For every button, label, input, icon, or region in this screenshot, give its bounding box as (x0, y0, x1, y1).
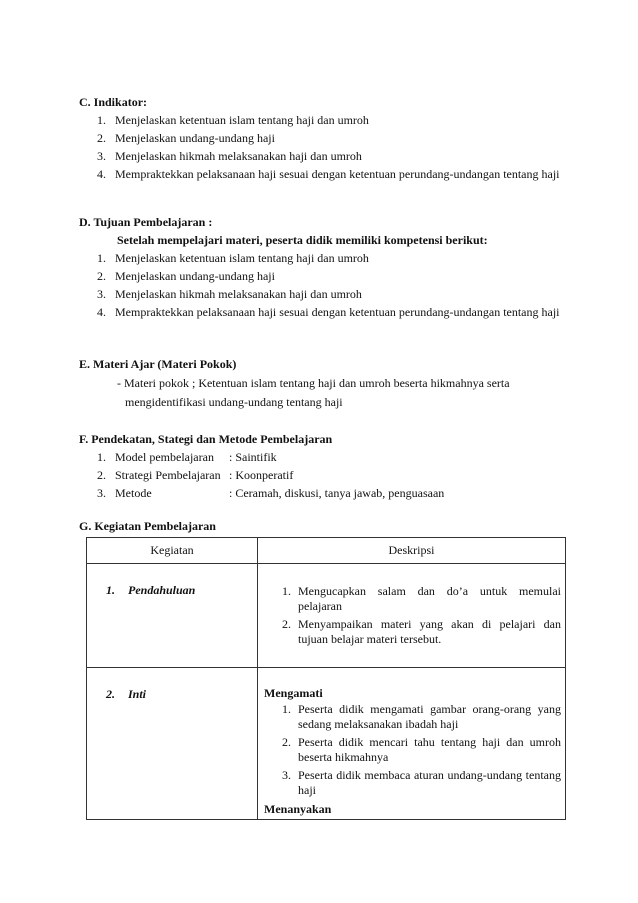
section-kegiatan (79, 518, 569, 534)
pendekatan-row: 1. Model pembelajaran : Saintifik (97, 450, 277, 464)
subheading: Mengamati (264, 686, 323, 700)
list-item: 2. Menyampaikan materi yang akan di pelajari dan tujuan belajar materi tersebut. (282, 617, 561, 646)
list-item: 4. Mempraktekkan pelaksanaan haji sesuai dengan ketentuan perundang-undangan tentang haji (97, 305, 560, 319)
list-item: 3. Menjelaskan hikmah melaksanakan haji dan umroh (97, 149, 362, 163)
table-row (87, 668, 566, 820)
tujuan-list (79, 251, 569, 320)
materi-line: - Materi pokok ; Ketentuan islam tentang haji dan umroh beserta hikmahnya serta (117, 376, 510, 390)
subheading: Menanyakan (264, 802, 332, 816)
section-heading: C. Indikator: (79, 95, 148, 109)
column-header-deskripsi: Deskripsi (258, 538, 566, 564)
section-heading: F. Pendekatan, Stategi dan Metode Pembelajaran (79, 432, 333, 446)
indikator-list (79, 113, 569, 182)
kegiatan-cell: 2. Inti (87, 668, 258, 820)
deskripsi-cell (258, 564, 566, 668)
list-item: 1. Menjelaskan ketentuan islam tentang haji dan umroh (97, 251, 369, 265)
list-item: 2. Peserta didik mencari tahu tentang haji dan umroh beserta hikmahnya (282, 735, 561, 764)
column-header-kegiatan: Kegiatan (87, 538, 258, 564)
kegiatan-cell: 1. Pendahuluan (87, 564, 258, 668)
list-item: 1. Mengucapkan salam dan do’a untuk memulai pelajaran (282, 584, 561, 613)
list-item: 4. Mempraktekkan pelaksanaan haji sesuai dengan ketentuan perundang-undangan tentang haji (97, 167, 560, 181)
kegiatan-name: Pendahuluan (128, 583, 196, 597)
section-materi (79, 356, 569, 411)
list-item: 2. Menjelaskan undang-undang haji (97, 131, 275, 145)
section-heading: E. Materi Ajar (Materi Pokok) (79, 357, 237, 371)
table-row (87, 564, 566, 668)
pendekatan-row: 2. Strategi Pembelajaran : Koonperatif (97, 468, 294, 482)
deskripsi-list (264, 702, 561, 798)
section-tujuan (79, 214, 569, 320)
list-item: 1. Peserta didik mengamati gambar orang-orang yang sedang melaksanakan ibadah haji (282, 702, 561, 731)
section-indikator (79, 94, 569, 182)
deskripsi-list (264, 584, 561, 647)
table-header-row (87, 538, 566, 564)
list-item: 2. Menjelaskan undang-undang haji (97, 269, 275, 283)
list-item: 1. Menjelaskan ketentuan islam tentang haji dan umroh (97, 113, 369, 127)
list-item: 3. Menjelaskan hikmah melaksanakan haji dan umroh (97, 287, 362, 301)
deskripsi-cell (258, 668, 566, 820)
section-heading: G. Kegiatan Pembelajaran (79, 519, 216, 533)
list-item: 3. Peserta didik membaca aturan undang-undang tentang haji (282, 768, 561, 797)
kegiatan-name: Inti (128, 687, 147, 701)
pendekatan-row: 3. Metode : Ceramah, diskusi, tanya jawab, penguasaan (97, 486, 445, 500)
tujuan-intro: Setelah mempelajari materi, peserta didik memiliki kompetensi berikut: (117, 233, 488, 247)
materi-line: mengidentifikasi undang-undang tentang haji (125, 395, 343, 409)
kegiatan-table (86, 537, 566, 820)
section-heading: D. Tujuan Pembelajaran : (79, 215, 213, 229)
section-pendekatan (79, 431, 569, 501)
